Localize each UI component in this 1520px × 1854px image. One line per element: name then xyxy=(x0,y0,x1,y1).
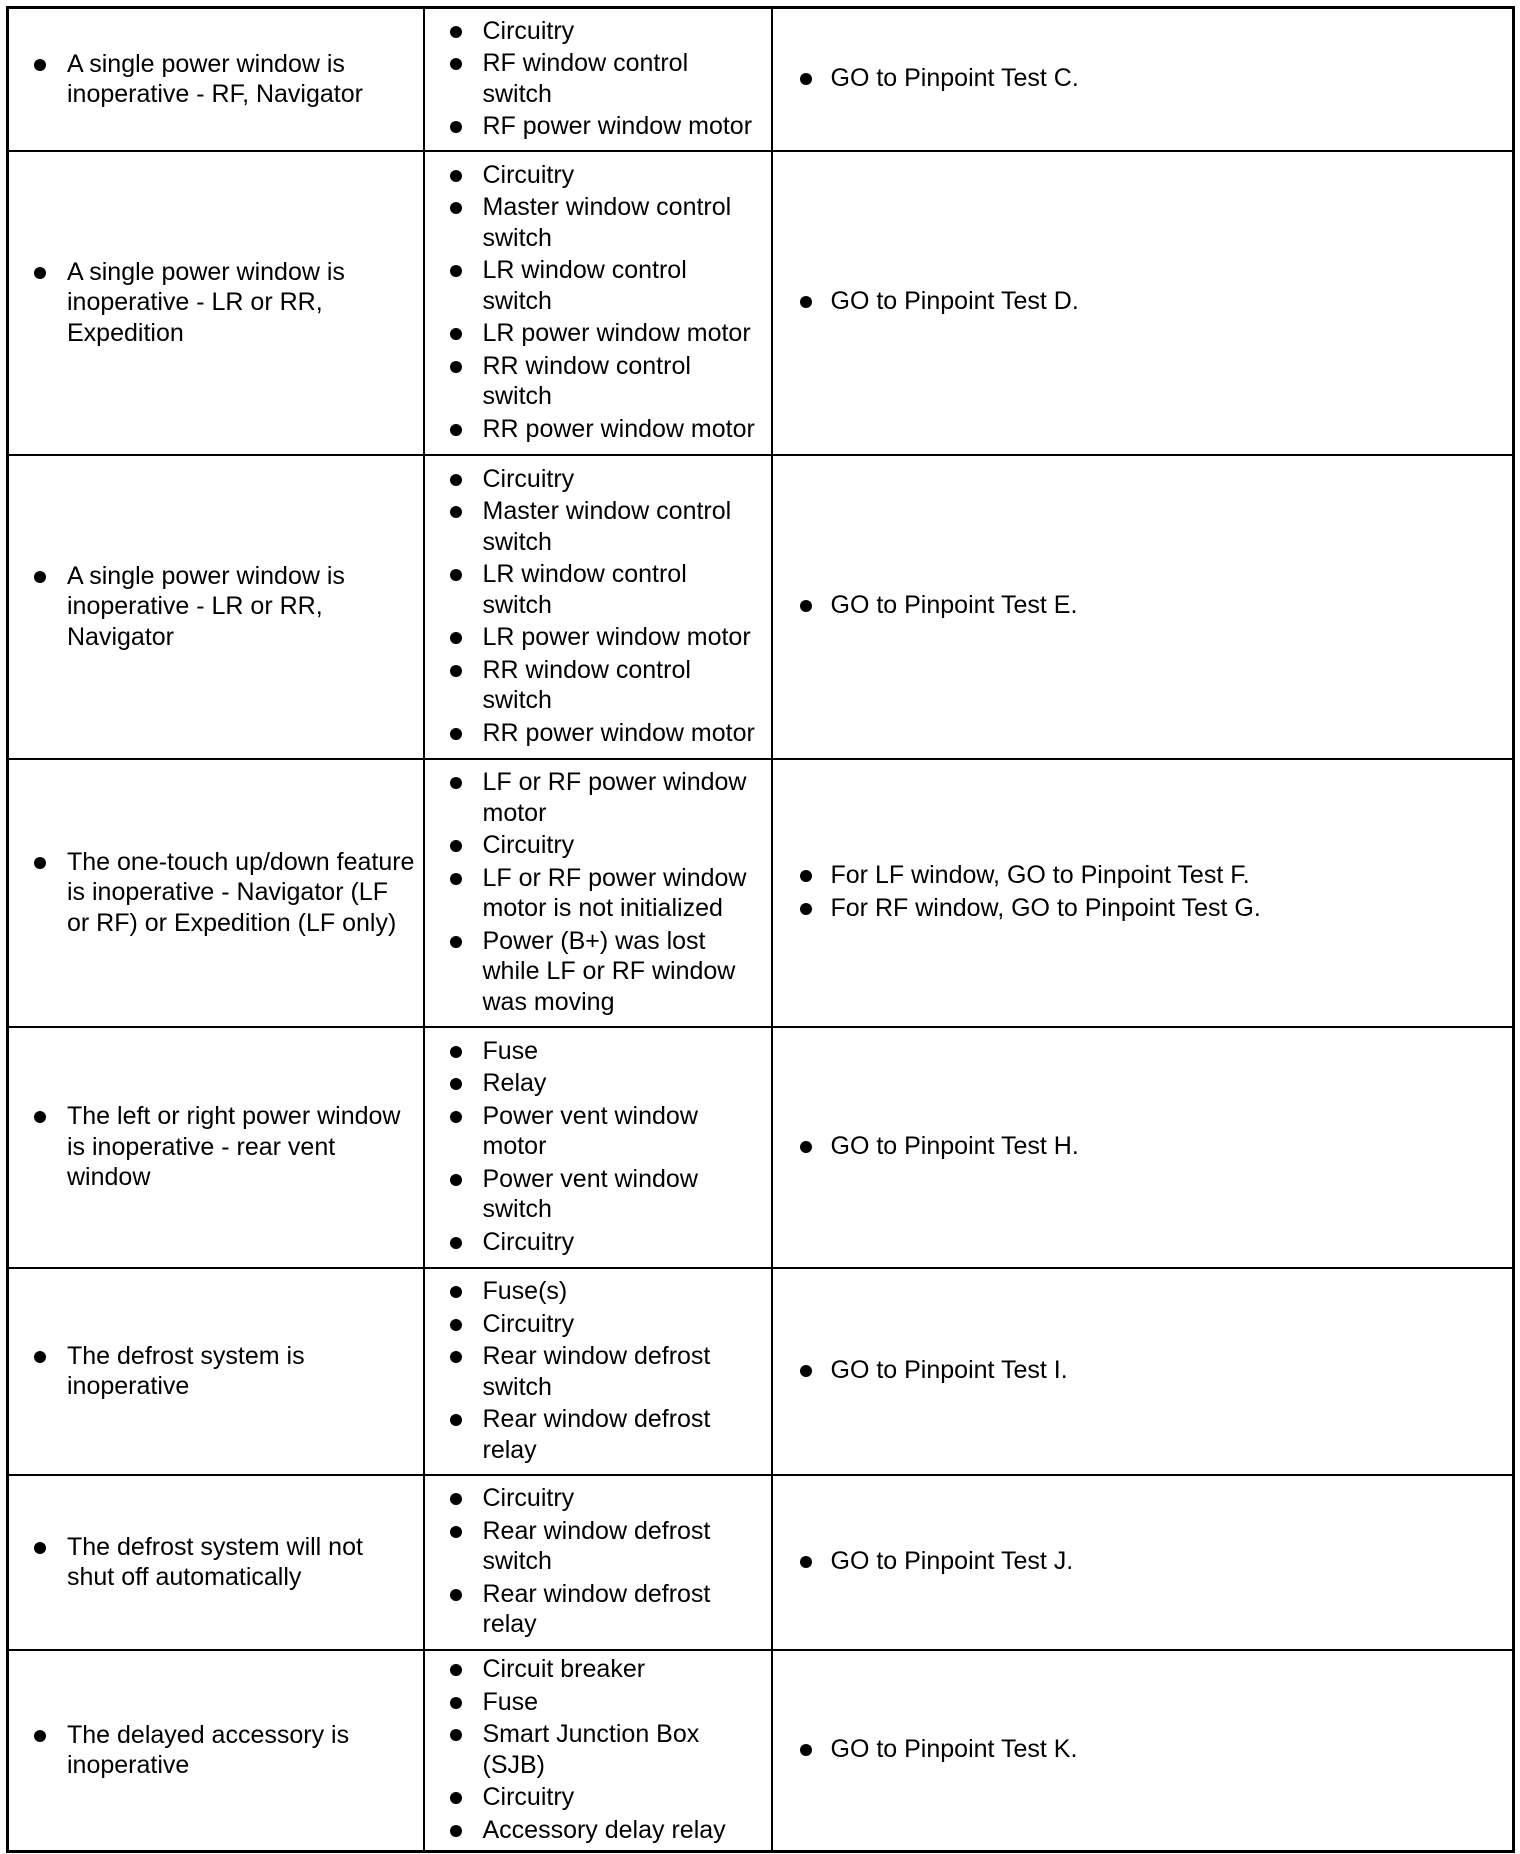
condition-cell xyxy=(8,8,424,151)
table-row xyxy=(8,455,1514,759)
action-list xyxy=(773,1131,1513,1162)
action-list xyxy=(773,590,1513,621)
possible-source-item: RR window control switch xyxy=(425,655,771,716)
condition-list xyxy=(9,1720,423,1781)
condition-list xyxy=(9,561,423,653)
action-list xyxy=(773,860,1513,923)
possible-source-item: LF or RF power window motor is not initialized xyxy=(425,863,771,924)
possible-source-list xyxy=(425,1036,771,1258)
table-body xyxy=(8,8,1514,1852)
possible-source-item: Circuitry xyxy=(425,1483,771,1514)
possible-source-item: RF window control switch xyxy=(425,48,771,109)
possible-source-item: Power vent window motor xyxy=(425,1101,771,1162)
possible-source-item: Rear window defrost relay xyxy=(425,1579,771,1640)
possible-source-list xyxy=(425,767,771,1017)
possible-source-item: RR window control switch xyxy=(425,351,771,412)
action-list xyxy=(773,1734,1513,1765)
possible-source-item: Circuit breaker xyxy=(425,1654,771,1685)
condition-text: The delayed accessory is inoperative xyxy=(9,1720,423,1781)
possible-source-item: Master window control switch xyxy=(425,496,771,557)
condition-text: A single power window is inoperative - RF, Navigator xyxy=(9,49,423,110)
possible-source-item: LR window control switch xyxy=(425,255,771,316)
action-list xyxy=(773,63,1513,94)
table-row xyxy=(8,1650,1514,1852)
possible-source-item: LR power window motor xyxy=(425,318,771,349)
action-cell xyxy=(772,1475,1514,1650)
action-list xyxy=(773,1355,1513,1386)
table-row xyxy=(8,151,1514,455)
possible-source-cell xyxy=(424,1650,772,1852)
condition-text: The defrost system is inoperative xyxy=(9,1341,423,1402)
symptom-chart-table xyxy=(6,6,1515,1853)
action-cell xyxy=(772,455,1514,759)
table-row xyxy=(8,1268,1514,1475)
possible-source-cell xyxy=(424,1268,772,1475)
possible-source-item: Circuitry xyxy=(425,16,771,47)
action-cell xyxy=(772,151,1514,455)
possible-source-cell xyxy=(424,455,772,759)
possible-source-item: Accessory delay relay xyxy=(425,1815,771,1846)
action-cell xyxy=(772,1027,1514,1268)
condition-text: A single power window is inoperative - LR or RR, Navigator xyxy=(9,561,423,653)
condition-list xyxy=(9,257,423,349)
possible-source-item: Fuse(s) xyxy=(425,1276,771,1307)
possible-source-list xyxy=(425,464,771,749)
possible-source-item: Circuitry xyxy=(425,1227,771,1258)
possible-source-item: Circuitry xyxy=(425,464,771,495)
action-cell xyxy=(772,759,1514,1027)
action-cell xyxy=(772,8,1514,151)
possible-source-item: Master window control switch xyxy=(425,192,771,253)
action-cell xyxy=(772,1268,1514,1475)
condition-cell xyxy=(8,1650,424,1852)
action-item: GO to Pinpoint Test H. xyxy=(773,1131,1513,1162)
possible-source-cell xyxy=(424,151,772,455)
possible-source-item: Power (B+) was lost while LF or RF window was moving xyxy=(425,926,771,1018)
possible-source-item: Rear window defrost relay xyxy=(425,1404,771,1465)
action-cell xyxy=(772,1650,1514,1852)
possible-source-item: Fuse xyxy=(425,1687,771,1718)
possible-source-item: Power vent window switch xyxy=(425,1164,771,1225)
condition-list xyxy=(9,49,423,110)
possible-source-list xyxy=(425,160,771,445)
action-item: For RF window, GO to Pinpoint Test G. xyxy=(773,893,1513,924)
table-row xyxy=(8,759,1514,1027)
condition-cell xyxy=(8,1268,424,1475)
table-row xyxy=(8,8,1514,151)
condition-cell xyxy=(8,759,424,1027)
condition-list xyxy=(9,1341,423,1402)
possible-source-cell xyxy=(424,1475,772,1650)
condition-list xyxy=(9,1101,423,1193)
condition-text: A single power window is inoperative - LR or RR, Expedition xyxy=(9,257,423,349)
possible-source-item: Circuitry xyxy=(425,1309,771,1340)
possible-source-item: LF or RF power window motor xyxy=(425,767,771,828)
condition-cell xyxy=(8,151,424,455)
possible-source-list xyxy=(425,1483,771,1640)
possible-source-item: Rear window defrost switch xyxy=(425,1516,771,1577)
possible-source-item: Relay xyxy=(425,1068,771,1099)
action-list xyxy=(773,286,1513,317)
action-item: GO to Pinpoint Test D. xyxy=(773,286,1513,317)
condition-cell xyxy=(8,1475,424,1650)
possible-source-item: Circuitry xyxy=(425,830,771,861)
possible-source-item: Fuse xyxy=(425,1036,771,1067)
action-item: GO to Pinpoint Test J. xyxy=(773,1546,1513,1577)
action-item: GO to Pinpoint Test K. xyxy=(773,1734,1513,1765)
condition-list xyxy=(9,847,423,939)
possible-source-item: RR power window motor xyxy=(425,718,771,749)
possible-source-list xyxy=(425,1276,771,1465)
condition-text: The defrost system will not shut off automatically xyxy=(9,1532,423,1593)
possible-source-list xyxy=(425,16,771,142)
possible-source-cell xyxy=(424,8,772,151)
table-row xyxy=(8,1027,1514,1268)
condition-cell xyxy=(8,455,424,759)
condition-text: The one-touch up/down feature is inoperative - Navigator (LF or RF) or Expedition (LF only) xyxy=(9,847,423,939)
possible-source-item: RR power window motor xyxy=(425,414,771,445)
possible-source-item: LR power window motor xyxy=(425,622,771,653)
possible-source-item: Smart Junction Box (SJB) xyxy=(425,1719,771,1780)
action-item: GO to Pinpoint Test I. xyxy=(773,1355,1513,1386)
possible-source-cell xyxy=(424,759,772,1027)
condition-text: The left or right power window is inoperative - rear vent window xyxy=(9,1101,423,1193)
possible-source-item: RF power window motor xyxy=(425,111,771,142)
table-row xyxy=(8,1475,1514,1650)
possible-source-item: Circuitry xyxy=(425,1782,771,1813)
possible-source-list xyxy=(425,1654,771,1845)
action-item: GO to Pinpoint Test E. xyxy=(773,590,1513,621)
possible-source-item: LR window control switch xyxy=(425,559,771,620)
possible-source-item: Rear window defrost switch xyxy=(425,1341,771,1402)
condition-cell xyxy=(8,1027,424,1268)
possible-source-cell xyxy=(424,1027,772,1268)
action-item: GO to Pinpoint Test C. xyxy=(773,63,1513,94)
possible-source-item: Circuitry xyxy=(425,160,771,191)
action-item: For LF window, GO to Pinpoint Test F. xyxy=(773,860,1513,891)
condition-list xyxy=(9,1532,423,1593)
action-list xyxy=(773,1546,1513,1577)
